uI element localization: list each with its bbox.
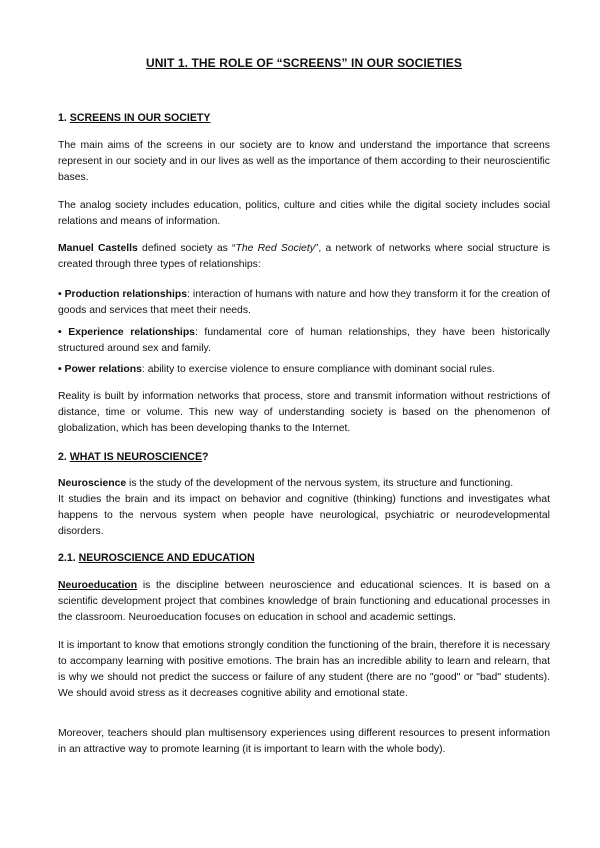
text-span: ”, a network of networks where social structure is created through three types of relationships: — [58, 243, 550, 270]
text-span: defined society as “ — [137, 243, 236, 254]
bullet-glyph: • — [58, 289, 65, 300]
paragraph: The main aims of the screens in our society are to know and understand the importance that screens represent in our society and in our lives as well as the importance of them according to their neuroscientific bases. — [58, 140, 550, 183]
text-span: ? — [202, 451, 209, 463]
paragraph-neuroeducation — [58, 578, 550, 626]
section-title: NEUROSCIENCE AND EDUCATION — [78, 552, 255, 564]
text-span: : ability to exercise violence to ensure compliance with dominant social rules. — [141, 364, 495, 375]
bullet-item — [58, 325, 550, 357]
bullet-term: Experience relationships — [68, 327, 195, 338]
section-1-heading — [58, 112, 210, 124]
text-span: is the discipline between neuroscience and educational sciences. It is based on a scientific development project that combines knowledge of brain functioning and educational processes in the classroom. Neuroeducation focuses on education in school and academic settings. — [58, 580, 550, 623]
bullet-term: Power relations — [64, 364, 142, 375]
section-number: 2. — [58, 451, 70, 463]
paragraph: Reality is built by information networks that process, store and transmit information without restrictions of distance, time or volume. This new way of understanding society is based on the phenomenon of globalization, which has been developing thanks to the Internet. — [58, 391, 550, 434]
text-span: : interaction of humans with nature and how they transform it for the creation of goods and services that meet their needs. — [58, 289, 550, 316]
paragraph-neuroscience — [58, 476, 550, 540]
bullet-item — [58, 287, 550, 319]
term: Neuroeducation — [58, 580, 138, 591]
section-number: 1. — [58, 112, 70, 124]
page-title: UNIT 1. THE ROLE OF “SCREENS” IN OUR SOCIETIES — [146, 56, 462, 70]
paragraph: The analog society includes education, politics, culture and cities while the digital society includes social relations and means of information. — [58, 200, 550, 227]
bullet-glyph: • — [58, 364, 65, 375]
bullet-term: Production relationships — [64, 289, 188, 300]
section-title: SCREENS IN OUR SOCIETY — [69, 112, 211, 124]
person-name: Manuel Castells — [58, 243, 138, 254]
term: Neuroscience — [58, 478, 127, 489]
italic-term: The Red Society — [235, 243, 315, 254]
bullet-item — [58, 362, 550, 378]
paragraph: It is important to know that emotions strongly condition the functioning of the brain, therefore it is necessary to accompany learning with positive emotions. The brain has an incredible ability to learn and relearn, that is why we should not predict the success or failure of any student (there are no "good" or "bad" students). We should avoid stress as it decreases cognitive ability and emotional state. — [58, 640, 550, 699]
text-span: : fundamental core of human relationships, they have been historically structured around sex and family. — [58, 327, 550, 354]
section-2-heading — [58, 451, 209, 463]
bullet-glyph: • — [58, 327, 69, 338]
text-span: is the study of the development of the nervous system, its structure and functioning. — [126, 478, 514, 489]
section-title: WHAT IS NEUROSCIENCE — [69, 451, 203, 463]
paragraph: Moreover, teachers should plan multisensory experiences using different resources to present information in an attractive way to promote learning (it is important to learn with the whole body). — [58, 728, 550, 755]
section-2-1-heading — [58, 552, 255, 564]
text-span: It studies the brain and its impact on behavior and cognitive (thinking) functions and investigates what happens to the nervous system when people have neurological, psychiatric or neurodevelopmental disorders. — [58, 494, 550, 537]
section-number: 2.1. — [58, 552, 79, 564]
paragraph-castells — [58, 241, 550, 273]
